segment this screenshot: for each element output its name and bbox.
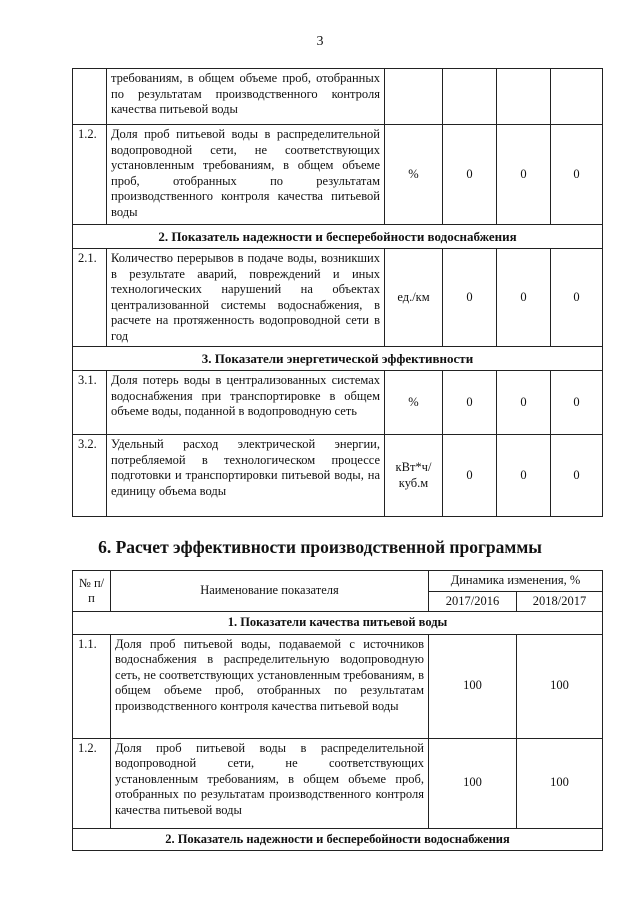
value-cell: 100 bbox=[517, 634, 603, 738]
unit-cell: ед./км bbox=[385, 249, 443, 347]
table-row bbox=[73, 125, 603, 225]
indicator-description: Доля проб питьевой воды в распределительной водопроводной сети, не соответствующих установленным требованиям, в общем объеме проб, отобранных по результатам производственного контроля качества питьевой воды bbox=[107, 125, 385, 225]
unit-cell: % bbox=[385, 125, 443, 225]
value-cell bbox=[443, 69, 497, 125]
page-number: 3 bbox=[316, 34, 324, 49]
value-cell: 0 bbox=[497, 125, 551, 225]
value-cell: 0 bbox=[551, 125, 603, 225]
indicator-description: Удельный расход электрической энергии, потребляемой в технологическом процессе подготовки и транспортировки питьевой воды, на единицу объема воды bbox=[107, 435, 385, 517]
section-title: 3. Показатели энергетической эффективности bbox=[73, 347, 603, 371]
row-number: 1.1. bbox=[73, 634, 111, 738]
indicators-table bbox=[72, 68, 603, 517]
efficiency-table-body bbox=[73, 612, 603, 851]
efficiency-table bbox=[72, 570, 603, 851]
row-number: 3.2. bbox=[73, 435, 107, 517]
value-cell: 100 bbox=[429, 738, 517, 828]
unit-cell: % bbox=[385, 371, 443, 435]
value-cell: 0 bbox=[443, 125, 497, 225]
value-cell: 0 bbox=[443, 371, 497, 435]
table-row bbox=[73, 249, 603, 347]
value-cell bbox=[551, 69, 603, 125]
indicator-description: Доля проб питьевой воды, подаваемой с источников водоснабжения в распределительную водопроводную сеть, не соответствующих установленным требованиям, в общем объеме проб, отобранных по результатам производственного контроля качества питьевой воды bbox=[111, 634, 429, 738]
value-cell: 0 bbox=[551, 435, 603, 517]
section-6-heading: 6. Расчет эффективности производственной программы bbox=[98, 537, 542, 557]
table-row bbox=[73, 371, 603, 435]
table-row bbox=[73, 69, 603, 125]
value-cell: 0 bbox=[497, 249, 551, 347]
col-2017-2016-header: 2017/2016 bbox=[429, 591, 517, 612]
value-cell bbox=[497, 69, 551, 125]
value-cell: 0 bbox=[443, 249, 497, 347]
row-number: 2.1. bbox=[73, 249, 107, 347]
section-title: 2. Показатель надежности и бесперебойности водоснабжения bbox=[73, 225, 603, 249]
table-row bbox=[73, 435, 603, 517]
section-row bbox=[73, 347, 603, 371]
row-number: 1.2. bbox=[73, 738, 111, 828]
col-num-header: № п/п bbox=[73, 571, 111, 612]
value-cell: 0 bbox=[551, 371, 603, 435]
section-row bbox=[73, 612, 603, 635]
indicator-description: Доля потерь воды в централизованных системах водоснабжения при транспортировке в общем объеме воды, поданной в водопроводную сеть bbox=[107, 371, 385, 435]
col-name-header: Наименование показателя bbox=[111, 571, 429, 612]
value-cell: 100 bbox=[517, 738, 603, 828]
indicator-description: Количество перерывов в подаче воды, возникших в результате аварий, повреждений и иных технологических нарушений на объектах централизованной системы водоснабжения, в расчете на протяженность водопроводной сети в год bbox=[107, 249, 385, 347]
col-2018-2017-header: 2018/2017 bbox=[517, 591, 603, 612]
value-cell: 100 bbox=[429, 634, 517, 738]
section-row bbox=[73, 828, 603, 851]
table-row bbox=[73, 738, 603, 828]
unit-cell: кВт*ч/ куб.м bbox=[385, 435, 443, 517]
table-row bbox=[73, 634, 603, 738]
section-title: 1. Показатели качества питьевой воды bbox=[73, 612, 603, 635]
row-number bbox=[73, 69, 107, 125]
indicator-description: Доля проб питьевой воды в распределительной водопроводной сети, не соответствующих установленным требованиям, в общем объеме проб, отобранных по результатам производственного контроля качества питьевой воды bbox=[111, 738, 429, 828]
row-number: 3.1. bbox=[73, 371, 107, 435]
value-cell: 0 bbox=[497, 371, 551, 435]
section-title: 2. Показатель надежности и бесперебойности водоснабжения bbox=[73, 828, 603, 851]
efficiency-header-row bbox=[73, 571, 603, 592]
value-cell: 0 bbox=[443, 435, 497, 517]
indicators-table-body bbox=[73, 69, 603, 517]
indicator-description: требованиям, в общем объеме проб, отобранных по результатам производственного контроля качества питьевой воды bbox=[107, 69, 385, 125]
value-cell: 0 bbox=[551, 249, 603, 347]
row-number: 1.2. bbox=[73, 125, 107, 225]
unit-cell bbox=[385, 69, 443, 125]
section-row bbox=[73, 225, 603, 249]
col-dynamics-header: Динамика изменения, % bbox=[429, 571, 603, 592]
value-cell: 0 bbox=[497, 435, 551, 517]
